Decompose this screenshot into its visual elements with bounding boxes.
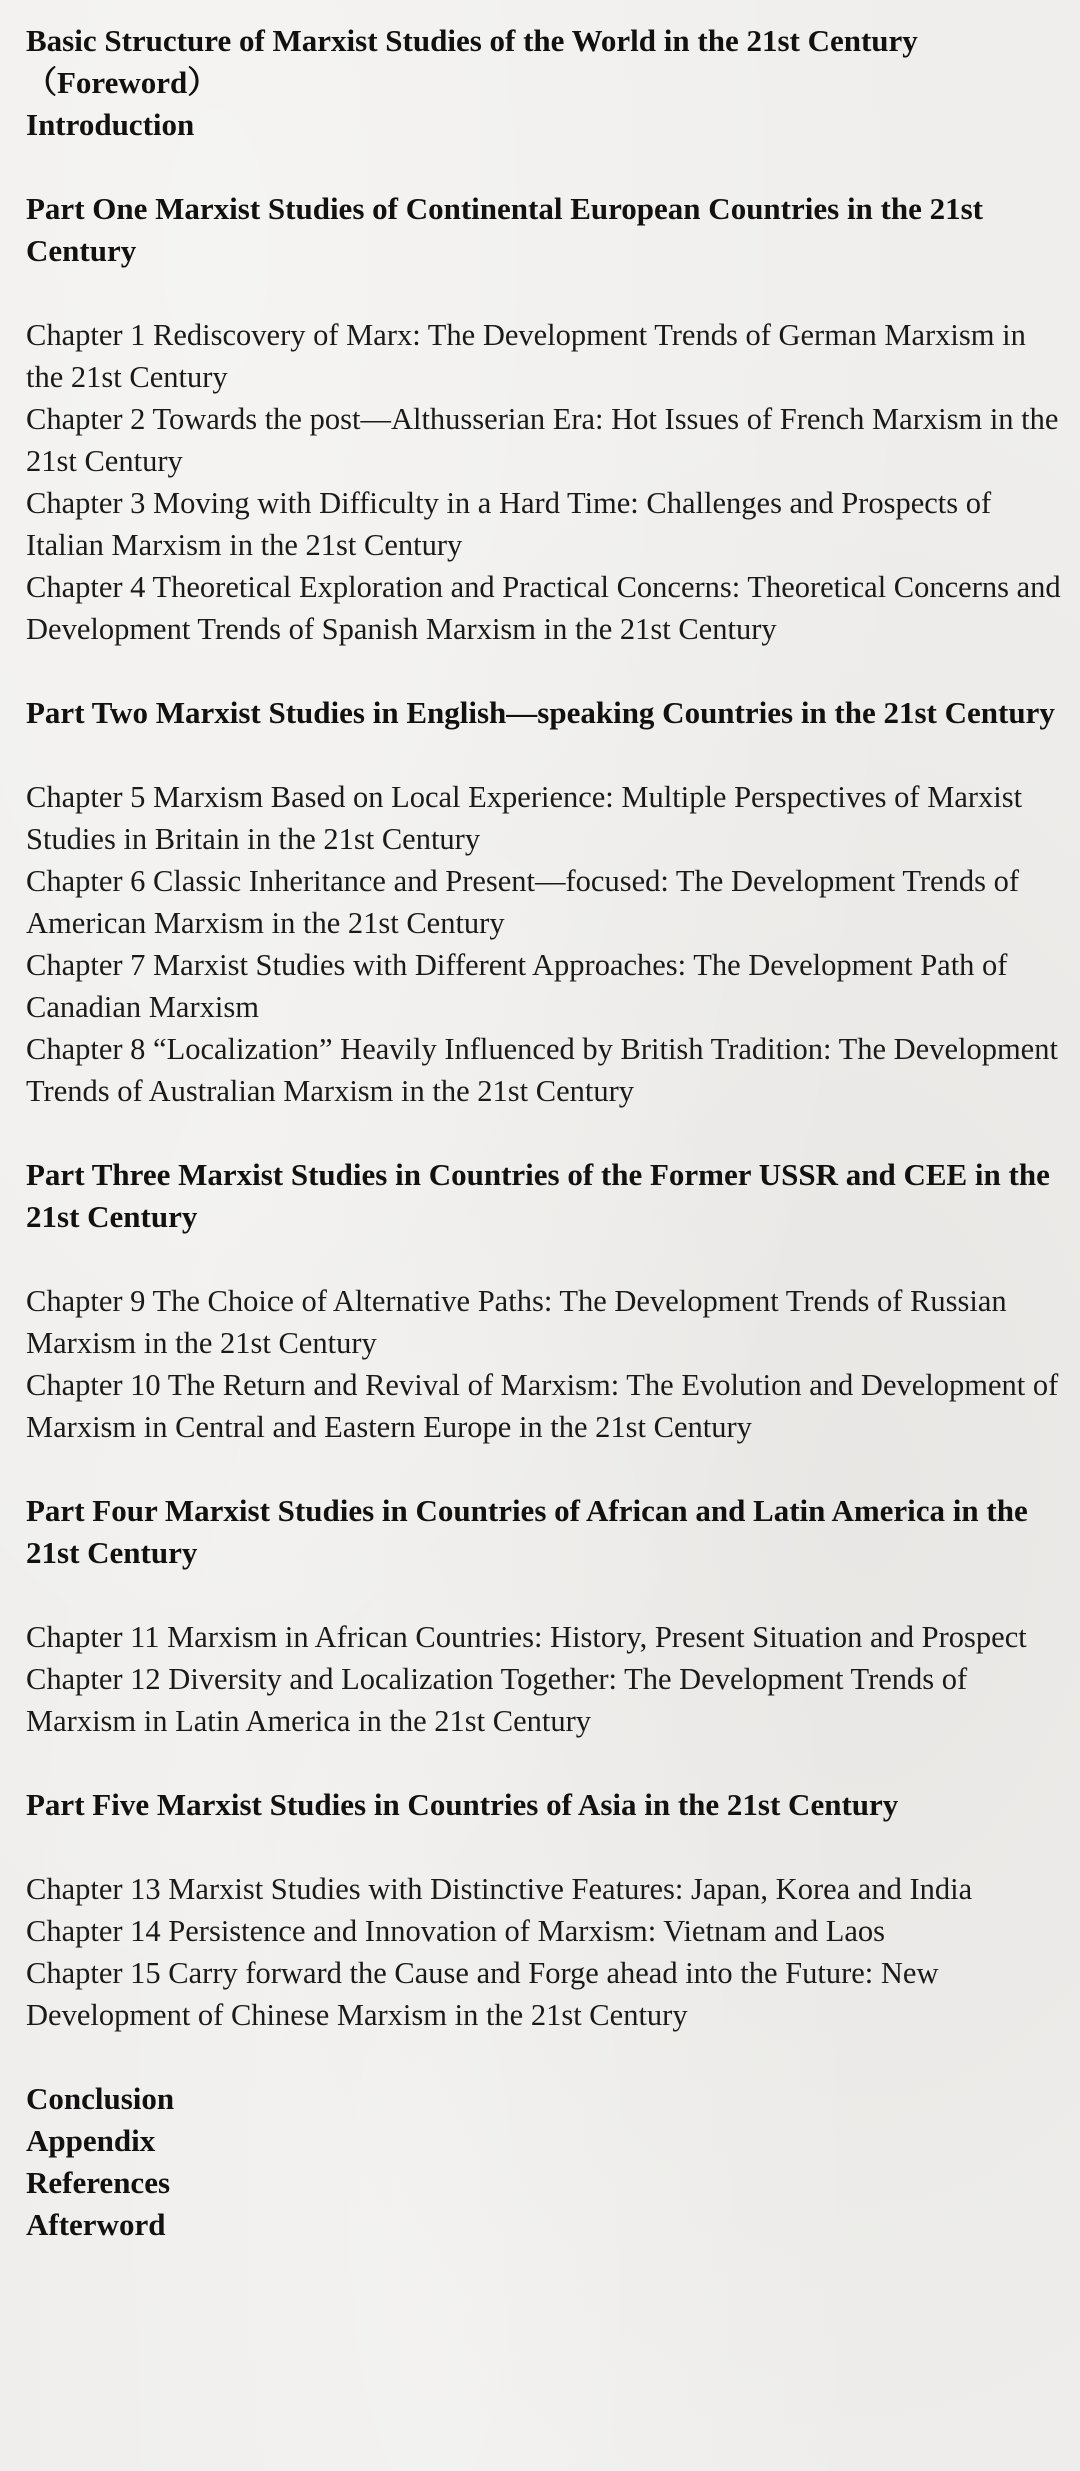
foreword-entry: （Foreword） — [26, 65, 219, 100]
chapter-7-entry: Chapter 7 Marxist Studies with Different Approaches: The Development Path of Canadian Marxism — [26, 948, 1008, 1024]
part-two-section — [26, 692, 1062, 1112]
chapter-5-entry: Chapter 5 Marxism Based on Local Experience: Multiple Perspectives of Marxist Studies in Britain in the 21st Century — [26, 780, 1023, 856]
conclusion-entry: Conclusion — [26, 2081, 175, 2116]
chapter-1-entry: Chapter 1 Rediscovery of Marx: The Development Trends of German Marxism in the 21st Century — [26, 318, 1026, 394]
chapter-12-entry: Chapter 12 Diversity and Localization Together: The Development Trends of Marxism in Latin America in the 21st Century — [26, 1662, 968, 1738]
references-entry: References — [26, 2165, 171, 2200]
chapter-9-entry: Chapter 9 The Choice of Alternative Paths: The Development Trends of Russian Marxism in the 21st Century — [26, 1284, 1007, 1360]
appendix-entry: Appendix — [26, 2123, 156, 2158]
chapter-15-entry: Chapter 15 Carry forward the Cause and Forge ahead into the Future: New Development of Chinese Marxism in the 21st Century — [26, 1956, 939, 2032]
part-four-section — [26, 1490, 1062, 1742]
chapter-8-entry: Chapter 8 “Localization” Heavily Influenced by British Tradition: The Development Trends of Australian Marxism in the 21st Century — [26, 1032, 1058, 1108]
part-one-section — [26, 188, 1062, 650]
part-two-heading: Part Two Marxist Studies in English—speaking Countries in the 21st Century — [26, 695, 1055, 730]
part-three-section — [26, 1154, 1062, 1448]
part-four-heading: Part Four Marxist Studies in Countries of African and Latin America in the 21st Century — [26, 1493, 1028, 1570]
chapter-14-entry: Chapter 14 Persistence and Innovation of Marxism: Vietnam and Laos — [26, 1914, 886, 1948]
document-title: Basic Structure of Marxist Studies of the World in the 21st Century — [26, 23, 918, 58]
chapter-3-entry: Chapter 3 Moving with Difficulty in a Hard Time: Challenges and Prospects of Italian Marxism in the 21st Century — [26, 486, 992, 562]
introduction-entry: Introduction — [26, 107, 195, 142]
chapter-13-entry: Chapter 13 Marxist Studies with Distinctive Features: Japan, Korea and India — [26, 1872, 973, 1906]
part-three-heading: Part Three Marxist Studies in Countries of the Former USSR and CEE in the 21st Century — [26, 1157, 1050, 1234]
part-one-heading: Part One Marxist Studies of Continental European Countries in the 21st Century — [26, 191, 984, 268]
chapter-4-entry: Chapter 4 Theoretical Exploration and Practical Concerns: Theoretical Concerns and Development Trends of Spanish Marxism in the 21st Century — [26, 570, 1061, 646]
chapter-2-entry: Chapter 2 Towards the post—Althusserian Era: Hot Issues of French Marxism in the 21st Century — [26, 402, 1059, 478]
chapter-6-entry: Chapter 6 Classic Inheritance and Present—focused: The Development Trends of American Marxism in the 21st Century — [26, 864, 1019, 940]
part-five-section — [26, 1784, 1062, 2036]
afterword-entry: Afterword — [26, 2207, 166, 2242]
chapter-11-entry: Chapter 11 Marxism in African Countries: History, Present Situation and Prospect — [26, 1620, 1027, 1654]
part-five-heading: Part Five Marxist Studies in Countries of Asia in the 21st Century — [26, 1787, 899, 1822]
chapter-10-entry: Chapter 10 The Return and Revival of Marxism: The Evolution and Development of Marxism in Central and Eastern Europe in the 21st Century — [26, 1368, 1059, 1444]
